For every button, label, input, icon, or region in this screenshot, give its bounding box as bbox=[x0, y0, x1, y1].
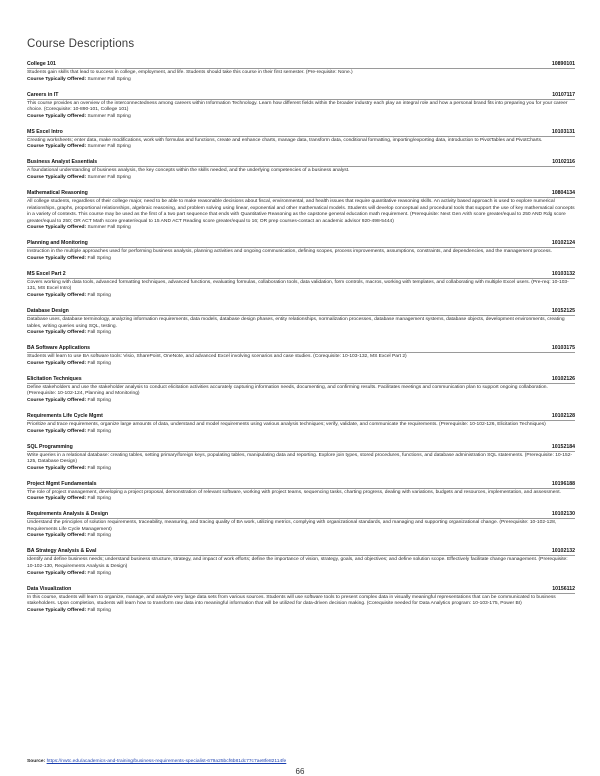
offered-label: Course Typically Offered: bbox=[27, 533, 87, 539]
course-description: A foundational understanding of business analysis, the key concepts within the skills needed, and the underlying competencies of a business analyst. bbox=[27, 168, 350, 174]
course-list bbox=[27, 61, 575, 623]
course-title: Database Design bbox=[27, 308, 69, 315]
offered-label: Course Typically Offered: bbox=[27, 113, 87, 119]
course-code: 10102126 bbox=[551, 375, 575, 382]
course-header bbox=[27, 240, 575, 248]
course-header bbox=[27, 61, 575, 69]
course-offered bbox=[27, 293, 575, 300]
course-description: Instruction in the multiple approaches used for performing business analysis, planning activities and ongoing communication, defining scopes, process improvements, assumptions, constraints, and dependencies, and the management process. bbox=[27, 249, 552, 255]
course-code: 10103131 bbox=[551, 128, 575, 135]
course-header bbox=[27, 481, 575, 489]
offered-terms: Fall Spring bbox=[87, 607, 111, 613]
course-description: Understand the principles of solution requirements, traceability, measuring, and tracing quality of BA work, utilizing metrics, complying with organizational standards, and managing and supporting organizational change. (Prerequisite: 10-102-128, Requirements Life Cycle Management) bbox=[27, 520, 557, 532]
course-header bbox=[27, 345, 575, 353]
course-entry bbox=[27, 586, 575, 615]
offered-label: Course Typically Offered: bbox=[27, 397, 87, 403]
course-code: 10103132 bbox=[551, 270, 575, 277]
course-header bbox=[27, 129, 575, 137]
offered-label: Course Typically Offered: bbox=[27, 360, 87, 366]
course-title: Requirements Life Cycle Mgmt bbox=[27, 412, 103, 419]
course-description: Prioritize and trace requirements, organize large amounts of data, understand and model requirements using various analysis techniques; verify, validate, and communicate the requirements. (Prerequisite: 10-102-126, Elicitation Techniques) bbox=[27, 421, 546, 427]
offered-terms: Summer Fall Spring bbox=[87, 113, 131, 119]
course-entry bbox=[27, 61, 575, 83]
course-description: Creating worksheets; enter data, make modifications, work with formulas and functions, create and enhance charts, manage data, transform data, conditional formatting, importing/exporting data, introduction to PivotTables and PivotCharts. bbox=[27, 137, 543, 143]
course-offered bbox=[27, 256, 575, 263]
course-code: 10804134 bbox=[551, 189, 575, 196]
course-title: Business Analyst Essentials bbox=[27, 159, 98, 166]
course-title: BA Software Applications bbox=[27, 345, 91, 352]
course-description: Write queries in a relational database: creating tables, setting primary/foreign keys, populating tables, manipulating data and reporting. Explore join types, stored procedures, functions, and database administration SQL statements. (Prerequisite: 10-152-125, Database Design) bbox=[27, 452, 573, 465]
course-description: Students gain skills that lead to success in college, employment, and life. Students should take this course in their first semester. (Pre-requisite: None.) bbox=[27, 70, 353, 75]
course-offered bbox=[27, 398, 575, 405]
offered-label: Course Typically Offered: bbox=[27, 607, 87, 613]
course-title: College 101 bbox=[27, 61, 56, 67]
course-offered bbox=[27, 533, 575, 540]
course-entry bbox=[27, 481, 575, 503]
course-header bbox=[27, 376, 575, 384]
course-header bbox=[27, 444, 575, 452]
offered-terms: Fall Spring bbox=[87, 496, 111, 502]
source-line bbox=[27, 759, 286, 764]
course-code: 10152184 bbox=[551, 443, 575, 450]
course-entry bbox=[27, 511, 575, 540]
course-offered bbox=[27, 429, 575, 436]
offered-terms: Fall Spring bbox=[87, 293, 111, 299]
course-entry bbox=[27, 190, 575, 232]
course-offered bbox=[27, 496, 575, 503]
course-header bbox=[27, 159, 575, 167]
course-header bbox=[27, 586, 575, 594]
offered-terms: Fall Spring bbox=[87, 428, 111, 434]
course-description: In this course, students will learn to organize, manage, and analyze very large data sets from various sources. Students will use software tools to present complex data in visually meaningful representations that can be communicated to business stakeholders. Upon completion, students will learn how to transform raw data into meaningful information that will be utilized for data-driven decision making. (Corequisite needed for Data Analytics program: 10-103-175, Power BI) bbox=[27, 594, 556, 607]
offered-label: Course Typically Offered: bbox=[27, 330, 87, 336]
offered-terms: Fall Spring bbox=[87, 360, 111, 366]
course-title: Planning and Monitoring bbox=[27, 240, 88, 247]
course-description: The role of project management, developing a project proposal, demonstration of relevant software, working with project teams, sequencing tasks, charting progress, dealing with variations, budgets and resources, implementation, and assessment. bbox=[27, 489, 561, 495]
course-description: All college students, regardless of their college major, need to be able to make reasonable decisions about fiscal, environmental, and health issues that require quantitative reasoning skills. An activity based approach is used to explore numerical relationships, graphs, proportional relationships, algebraic reasoning, and problem solving using linear, exponential and other mathematical models. Students will develop conceptual and procedural tools that support the use of key mathematical concepts in a variety of contexts. This course may be used as the first of a two part sequence that ends with Quantitative Reasoning as the capstone general education math requirement. (Prerequisite: Next Gen Arith score greater/equal to 250 AND Rdg score greater/equal to 250; OR ACT Math score greater/equal to 15 AND ACT Reading score greater/equal to 16; OR prep courses-contact an academic advisor 920-498-5444) bbox=[27, 198, 575, 224]
course-description: Covers working with data tools, advanced formatting techniques, advanced functions, evaluating formulas, collaboration tools, data validation, form controls, macros, working with templates, and collaborating with multiple Excel users. (Pre-req: 10-103-131, MS Excel Intro) bbox=[27, 279, 569, 292]
offered-terms: Fall Spring bbox=[87, 570, 111, 576]
course-code: 10102124 bbox=[551, 240, 575, 247]
source-link[interactable]: https://nwtc.edu/academics-and-training/business-requirements-specialist-679a25bcf6b81dc77c7ae8fe82114fe bbox=[46, 759, 287, 764]
course-offered bbox=[27, 608, 575, 615]
course-entry bbox=[27, 129, 575, 151]
offered-label: Course Typically Offered: bbox=[27, 496, 87, 502]
course-offered bbox=[27, 144, 575, 151]
course-entry bbox=[27, 92, 575, 121]
offered-terms: Fall Spring bbox=[87, 465, 111, 471]
course-title: Project Mgmt Fundamentals bbox=[27, 480, 97, 487]
course-code: 10107117 bbox=[552, 91, 575, 98]
course-offered bbox=[27, 330, 575, 337]
course-code: 10102116 bbox=[552, 159, 575, 166]
course-entry bbox=[27, 271, 575, 300]
course-header bbox=[27, 92, 575, 100]
page-title: Course Descriptions bbox=[27, 38, 135, 50]
source-label: Source: bbox=[27, 759, 46, 764]
course-code: 10890101 bbox=[551, 61, 575, 67]
course-code: 10196188 bbox=[551, 480, 575, 487]
course-header bbox=[27, 271, 575, 279]
course-code: 10102130 bbox=[551, 511, 575, 518]
course-code: 10156112 bbox=[552, 585, 575, 592]
offered-label: Course Typically Offered: bbox=[27, 255, 87, 261]
course-title: BA Strategy Analysis & Eval bbox=[27, 548, 97, 555]
course-code: 10103175 bbox=[551, 345, 575, 352]
offered-label: Course Typically Offered: bbox=[27, 225, 87, 231]
course-description: Database uses, database terminology, analyzing information requirements, data models, database design phases, entity relationships, normalization processes, database management systems, database objects, development environments, creating tables, writing queries using SQL, testing. bbox=[27, 317, 565, 329]
course-entry bbox=[27, 240, 575, 262]
page-number: 66 bbox=[295, 767, 305, 776]
course-offered bbox=[27, 114, 575, 121]
course-entry bbox=[27, 548, 575, 577]
course-title: SQL Programming bbox=[27, 443, 73, 450]
course-description: Students will learn to use BA software tools: Visio, SharePoint, OneNote, and advanced Excel involving scenarios and case studies. (Corequisite: 10-103-132, MS Excel Part 2) bbox=[27, 354, 407, 360]
course-offered bbox=[27, 466, 575, 473]
course-entry bbox=[27, 308, 575, 337]
course-title: Requirements Analysis & Design bbox=[27, 511, 109, 518]
course-description: Identify and define business needs; understand business structure, strategy, and impact of work efforts; define the importance of vision, strategy, goals, and objectives; and define solution scope. Effectively facilitate change management. (Prerequisite: 10-102-130, Requirements Analysis & Design) bbox=[27, 557, 568, 570]
course-offered bbox=[27, 571, 575, 578]
offered-terms: Summer Fall Spring bbox=[87, 76, 131, 82]
offered-terms: Fall Spring bbox=[87, 397, 111, 403]
course-offered bbox=[27, 77, 575, 84]
course-code: 10102128 bbox=[551, 412, 575, 419]
offered-label: Course Typically Offered: bbox=[27, 144, 87, 150]
offered-terms: Fall Spring bbox=[87, 255, 111, 261]
offered-terms: Fall Spring bbox=[87, 533, 111, 539]
course-entry bbox=[27, 159, 575, 181]
course-offered bbox=[27, 361, 575, 368]
course-description: Define stakeholders and use the stakeholder analysis to conduct elicitation activities accurately capturing information needs, documenting, and confirming results. Facilitates meetings and communication plan to support ongoing collaboration. (Prerequisite: 10-102-124, Planning and Monitoring) bbox=[27, 384, 548, 397]
course-title: MS Excel Part 2 bbox=[27, 270, 66, 277]
course-title: Mathematical Reasoning bbox=[27, 189, 88, 196]
course-header bbox=[27, 413, 575, 421]
course-title: Data Visualization bbox=[27, 585, 72, 592]
offered-label: Course Typically Offered: bbox=[27, 174, 87, 180]
course-code: 10102132 bbox=[551, 548, 575, 555]
course-description: This course provides an overview of the interconnectedness among careers within Information Technology. Learn how different fields within the broader industry each play an integral role and how a personal brand fits into preparing you for your career choice. (Corequisite: 10-890-101, College 101) bbox=[27, 100, 568, 113]
offered-terms: Summer Fall Spring bbox=[87, 174, 131, 180]
offered-label: Course Typically Offered: bbox=[27, 465, 87, 471]
course-entry bbox=[27, 413, 575, 435]
offered-label: Course Typically Offered: bbox=[27, 293, 87, 299]
course-offered bbox=[27, 225, 575, 232]
offered-terms: Fall Spring bbox=[87, 330, 111, 336]
course-header bbox=[27, 511, 575, 519]
offered-terms: Summer Fall Spring bbox=[87, 144, 131, 150]
course-title: Careers in IT bbox=[27, 91, 59, 98]
course-header bbox=[27, 548, 575, 556]
course-header bbox=[27, 190, 575, 198]
course-offered bbox=[27, 175, 575, 182]
offered-terms: Summer Fall Spring bbox=[87, 225, 131, 231]
offered-label: Course Typically Offered: bbox=[27, 570, 87, 576]
offered-label: Course Typically Offered: bbox=[27, 76, 87, 82]
course-code: 10152125 bbox=[551, 308, 575, 315]
offered-label: Course Typically Offered: bbox=[27, 428, 87, 434]
course-entry bbox=[27, 376, 575, 405]
course-title: MS Excel Intro bbox=[27, 128, 63, 135]
course-title: Elicitation Techniques bbox=[27, 375, 82, 382]
course-entry bbox=[27, 444, 575, 473]
course-entry bbox=[27, 345, 575, 367]
course-header bbox=[27, 308, 575, 316]
